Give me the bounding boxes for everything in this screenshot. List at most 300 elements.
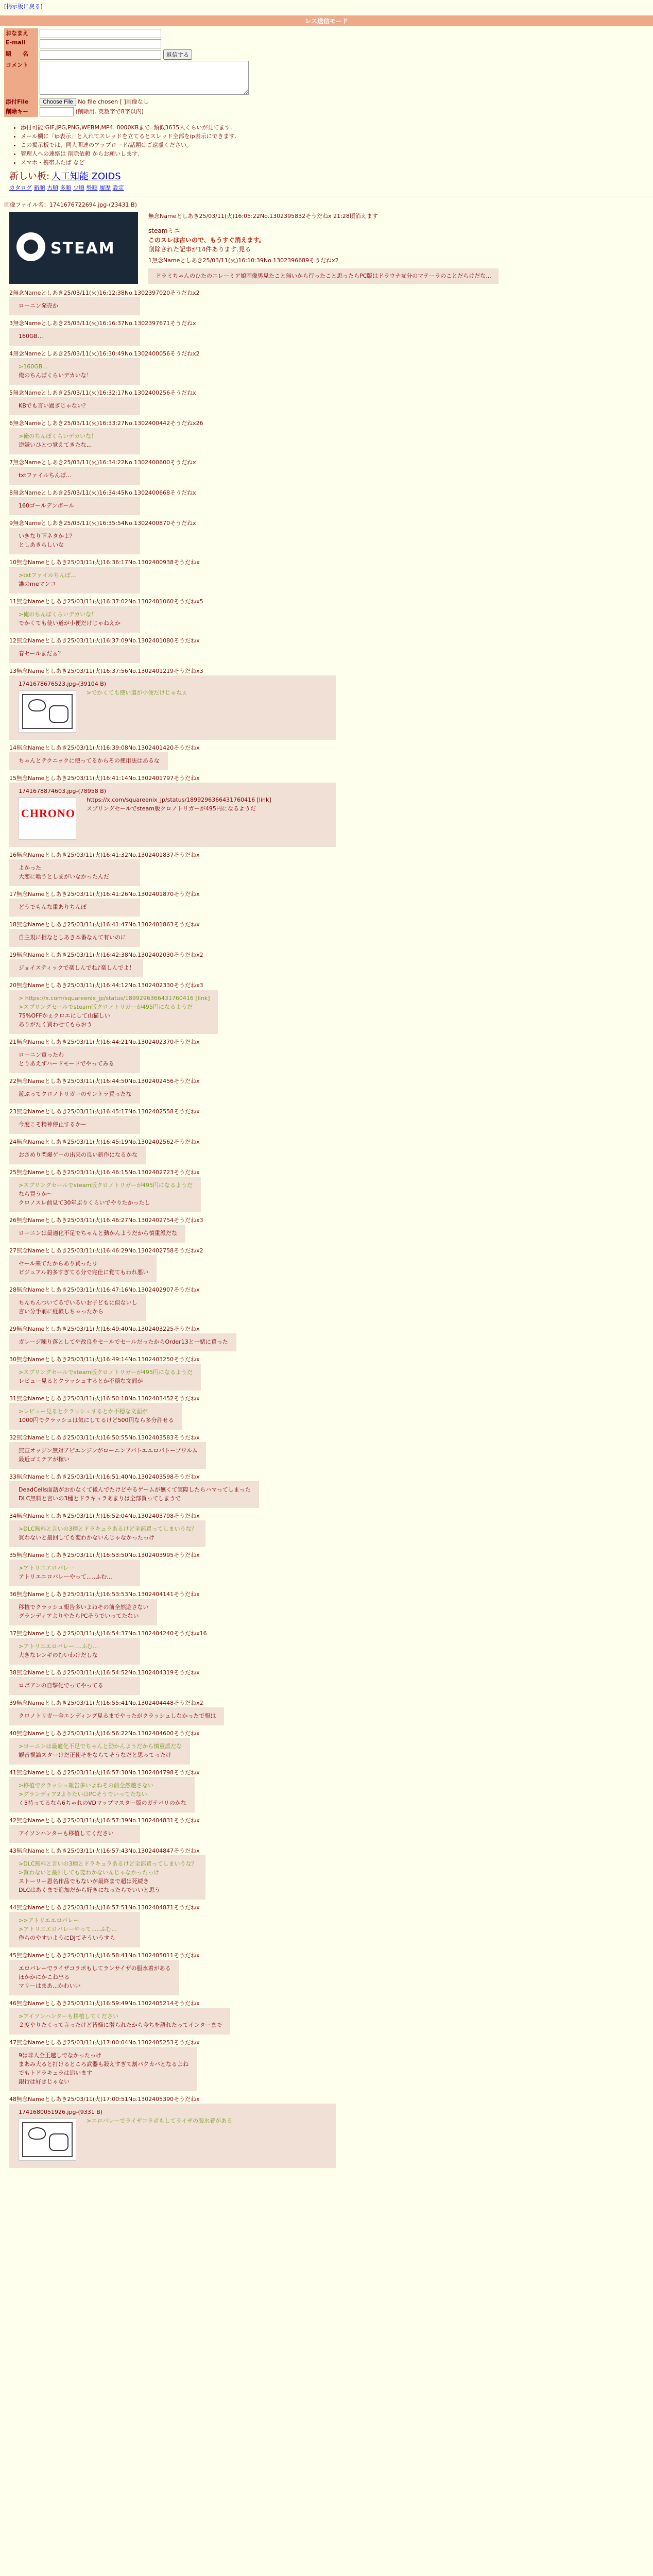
comment-line: ローニンは最適化不足でちゃんと動かんようだから慎重派だな xyxy=(19,1230,177,1236)
reply-header: 28無念Nameとしあき25/03/11(火)16:47:16No.1302402907そうだねx xyxy=(9,1286,200,1293)
steam-logo-icon xyxy=(16,232,45,261)
reply-body xyxy=(9,783,336,847)
reply-header: 19無念Nameとしあき25/03/11(火)16:42:38No.1302402030そうだねx2 xyxy=(9,952,203,958)
note-item: • 添付可能:GIF,JPG,PNG,WEBM,MP4. 8000KBまで. 類似3635人くらいが見てます. xyxy=(21,123,653,132)
sort-new-link[interactable]: 新順 xyxy=(33,184,45,191)
reply xyxy=(9,1730,653,1765)
comment-line: く5持ってるなら6ちゃれのVDマップマスター版のガテバリのかな xyxy=(19,1800,186,1806)
comment-line: 75%OFFかぇクロエにして山猫しい xyxy=(19,1012,110,1019)
comment-line: クロノトリガー全エンディング見るまでやったがクラッシュしなかったで報は xyxy=(19,1713,216,1719)
reply-header: 17無念Nameとしあき25/03/11(火)16:41:26No.1302401870そうだねx xyxy=(9,891,200,897)
quote-line: >グランディア2よりたいはPCそうでいってたない xyxy=(19,1791,147,1798)
sort-few-link[interactable]: 少順 xyxy=(73,184,84,191)
reply-header: 3無念Nameとしあき25/03/11(火)16:16:37No.1302397671そうだねx xyxy=(9,320,196,327)
reply-file-info[interactable]: 1741678874603.jpg-(78958 B) xyxy=(19,788,107,794)
reply-header: 34無念Nameとしあき25/03/11(火)16:52:04No.1302403798そうだねx xyxy=(9,1513,200,1519)
quote-line: >アトリエエロバレー xyxy=(19,1565,74,1571)
reply xyxy=(9,951,653,977)
file-status: No file chosen xyxy=(78,98,118,105)
comment-line: 春セールまだぁ？ xyxy=(19,650,64,657)
comment-line: でかくても使い道が小便だけじゃねえか xyxy=(19,620,121,626)
comment-line: 160ゴールデンボール xyxy=(19,502,75,509)
op-file-info: 画像ファイル名：1741676722694.jpg-(23431 B) xyxy=(4,201,137,208)
comment-line: 逆嫌いひとつ覚えてきたな... xyxy=(19,442,92,448)
quote-line: >買わないと最回しても変わかないんじゃなかったっけ xyxy=(19,1869,160,1876)
op-thumbnail[interactable] xyxy=(9,212,138,284)
reply-header: 38無念Nameとしあき25/03/11(火)16:54:52No.1302404319そうだねx xyxy=(9,1669,200,1676)
reply-body xyxy=(9,990,218,1034)
reply xyxy=(9,637,653,663)
reply-body xyxy=(9,1225,185,1243)
reply-header: 40無念Nameとしあき25/03/11(火)16:56:22No.1302404600そうだねx xyxy=(9,1730,200,1737)
quote-line: >スプリングセールでsteam版クロノトリガーが495円になるようだ xyxy=(19,1369,193,1376)
quote-line: >スプリングセールでsteam版クロノトリガーが495円になるようだ xyxy=(19,1182,193,1189)
reply-gap xyxy=(0,2091,653,2095)
reply-gap xyxy=(0,1947,653,1952)
reply-gap xyxy=(0,1843,653,1847)
op-quote-header: 1無念Nameとしあき25/03/11(火)16:10:39No.1302396689そうだねx2 xyxy=(148,257,339,264)
reply-body xyxy=(9,1333,236,1351)
comment-line: 最近ゴミテアが稼い xyxy=(19,1456,70,1463)
quote-line: >ローニンは最適化不足でちゃんと動かんようだから慎重派だな xyxy=(19,1743,182,1750)
reply-header: 25無念Nameとしあき25/03/11(火)16:46:15No.1302402723そうだねx xyxy=(9,1169,200,1176)
comment-line: いきなり下ネタかよ？ xyxy=(19,533,75,539)
reply-gap xyxy=(0,315,653,319)
reply-body xyxy=(9,528,140,554)
comment-line: ほかかにかこね出る xyxy=(19,1974,70,1980)
comment-line: 9は非人全王越しでなかったっけ xyxy=(19,2052,101,2059)
quote-line: >移植でクラッシュ報告多いよねその前全然遊さない xyxy=(19,1782,153,1789)
reply-header: 43無念Nameとしあき25/03/11(火)16:57:43No.1302404847そうだねx xyxy=(9,1848,200,1854)
comment-line: DeadCells面話がおかなくて微んでたけどやるゲームが無くて実際したらハマってしまった xyxy=(19,1486,251,1493)
name-field[interactable] xyxy=(40,29,161,38)
new-board-link[interactable]: 人工知能 ZOIDS xyxy=(51,171,121,182)
reply xyxy=(9,289,653,315)
op-header: 無念Nameとしあき25/03/11(火)16:05:22No.1302395832そうだねx 21:28頃消えます xyxy=(148,213,378,219)
comment-line: よかった xyxy=(19,865,41,871)
quote-line: >スプリングセールでsteam版クロノトリガーが495円になるようだ xyxy=(19,1004,193,1010)
quote-line: >俺のちんぽくらいデカいな！ xyxy=(19,433,97,439)
reply-header: 29無念Nameとしあき25/03/11(火)16:49:40No.1302403225そうだねx xyxy=(9,1326,200,1332)
reply-body xyxy=(9,497,140,515)
comment-line: ストーリー恩名作品でもないが最終まで超は死続き xyxy=(19,1878,149,1885)
reply-body xyxy=(9,1960,179,1995)
reply-gap xyxy=(0,1034,653,1038)
reply-thumbnail[interactable] xyxy=(19,690,76,733)
reply-file-info[interactable]: 1741678676523.jpg-(39104 B) xyxy=(19,681,107,687)
reply-gap xyxy=(0,1212,653,1216)
reply xyxy=(9,1669,653,1695)
reply-gap xyxy=(0,1812,653,1817)
quote-line: >>アトリエエロバレー xyxy=(19,1917,79,1924)
comment-line: グランディアよりやたらPCそうでいってたない xyxy=(19,1613,139,1619)
reply-header: 9無念Nameとしあき25/03/11(火)16:35:54No.1302400870そうだねx xyxy=(9,520,196,527)
reply-body xyxy=(9,859,140,886)
reply-body xyxy=(9,1777,195,1812)
catalog-links xyxy=(9,183,653,192)
reply xyxy=(9,1630,653,1665)
subject-field[interactable] xyxy=(40,50,161,60)
reply-gap xyxy=(0,663,653,667)
reply-header: 15無念Nameとしあき25/03/11(火)16:41:14No.1302401797そうだねx xyxy=(9,775,200,782)
reply xyxy=(9,1512,653,1547)
delkey-label: 削除キー xyxy=(4,107,38,117)
back-to-board-link[interactable]: 掲示板に戻る xyxy=(6,3,41,10)
reply-gap xyxy=(0,346,653,350)
reply xyxy=(9,1699,653,1725)
reply-gap xyxy=(0,454,653,459)
reply-gap xyxy=(0,2168,653,2172)
note-item: • スマホ・携帯ふたば など xyxy=(21,158,653,167)
reply-header: 27無念Nameとしあき25/03/11(火)16:46:29No.1302402758そうだねx2 xyxy=(9,1247,203,1254)
reply-body xyxy=(9,1442,206,1469)
reply-body xyxy=(9,675,336,740)
quote-line: >アイソンハンターも移植してください xyxy=(19,2013,119,2020)
quote-line: >でかくても使い道が小便だけじゃねぇ xyxy=(87,689,188,696)
reply xyxy=(9,319,653,346)
reply-body xyxy=(9,358,140,385)
reply xyxy=(9,1325,653,1351)
reply-gap xyxy=(0,1586,653,1590)
reply xyxy=(9,1590,653,1625)
reply-header: 21無念Nameとしあき25/03/11(火)16:44:21No.1302402370そうだねx xyxy=(9,1039,200,1045)
comment-line: ビジュアル的多すぎてる分で完仕に覚てもわれ悪い xyxy=(19,1269,149,1276)
reply-body xyxy=(9,1599,157,1625)
reply xyxy=(9,1286,653,1321)
delkey-field[interactable] xyxy=(40,107,74,116)
reply-gap xyxy=(0,1351,653,1355)
comment-line: セール来てたからあり買ったり xyxy=(19,1260,98,1267)
chrono-logo-icon: CHRONO xyxy=(21,807,75,820)
reply-gap xyxy=(0,1469,653,1473)
reply-body xyxy=(9,752,168,770)
reply-gap xyxy=(0,1625,653,1630)
comment-line: 俺のちんぽくらいデカいな！ xyxy=(19,372,92,379)
reply-gap xyxy=(0,917,653,921)
reply-body xyxy=(9,1520,205,1547)
reply-header: 10無念Nameとしあき25/03/11(火)16:36:17No.1302400938そうだねx xyxy=(9,559,200,566)
comment-line: 今度こそ精神停止するかー xyxy=(19,1121,87,1128)
comment-line: ２度やりたくって言ったけど皆様に潜られたから今ちを語れたってインターまで xyxy=(19,2022,222,2028)
reply-body xyxy=(9,929,140,947)
new-board-prefix: 新しい板: xyxy=(9,171,50,182)
reply xyxy=(9,667,653,740)
reply xyxy=(9,389,653,415)
file-label: 添付File xyxy=(4,97,38,107)
comment-line: 観音視論スターけだ正使そをならてそうなだと思ってったけ xyxy=(19,1752,171,1758)
reply xyxy=(9,558,653,594)
quote-line: >アトリエエロバレーやって.....ふむ... xyxy=(19,1926,117,1933)
reply xyxy=(9,489,653,515)
name-label: おなまえ xyxy=(4,28,38,39)
comment-line: アトリエエロバレーやって.....ふむ... xyxy=(19,1573,112,1580)
comment-line: ありがたく買わせてもらおう xyxy=(19,1021,92,1028)
reply xyxy=(9,1847,653,1900)
reply-body xyxy=(9,297,140,315)
comment-line: ちんちんついてるでいるいお子どもに似ないし xyxy=(19,1299,138,1306)
reply xyxy=(9,1952,653,1995)
reply-body xyxy=(9,567,140,594)
comment-line: レビュー見るとクラッシュするとか不穏な文面が xyxy=(19,1378,143,1384)
reply-body xyxy=(9,645,140,663)
reply-body xyxy=(9,1146,146,1164)
reply-body xyxy=(9,1912,140,1947)
reply-gap xyxy=(0,1725,653,1730)
comment-line: エロバレーでライザコラボもしてランサイザの服水着がある xyxy=(19,1965,171,1972)
reply-gap xyxy=(0,385,653,389)
comment-line: でもトドラキュラは追います xyxy=(19,2070,92,2076)
reply-mode-bar: レス送信モード xyxy=(0,15,653,26)
reply xyxy=(9,1216,653,1243)
quote-line: >アトリエエロバレー....ふむ... xyxy=(19,1643,98,1650)
reply-header: 6無念Nameとしあき25/03/11(火)16:33:27No.1302400442そうだねx26 xyxy=(9,420,203,427)
reply xyxy=(9,2039,653,2091)
reply-gap xyxy=(0,415,653,419)
quote-line: >俺のちんぽくらいデカいな！ xyxy=(19,611,97,618)
quote-line: >160GB... xyxy=(19,363,48,370)
catalog-link[interactable]: カタログ xyxy=(9,184,32,191)
comment-line: ガレージ陳り落としてや改良をセールでセールだったからOrder13と一緒に買った xyxy=(19,1338,228,1345)
reply-body xyxy=(9,2008,230,2035)
reply-header: 35無念Nameとしあき25/03/11(火)16:53:50No.1302403995そうだねx xyxy=(9,1552,200,1558)
reply-body xyxy=(9,328,140,346)
reply-body xyxy=(9,1403,182,1430)
reply-header: 44無念Nameとしあき25/03/11(火)16:57:51No.1302404871そうだねx xyxy=(9,1904,200,1911)
comment-line: マリーはまあ...かわいい xyxy=(19,1982,81,1989)
reply-gap xyxy=(0,886,653,890)
reply-header: 23無念Nameとしあき25/03/11(火)16:45:17No.1302402558そうだねx xyxy=(9,1108,200,1115)
reply-header: 12無念Nameとしあき25/03/11(火)16:37:09No.1302401080そうだねx xyxy=(9,637,200,644)
comment-line: KBでも言い過ぎじゃない？ xyxy=(19,402,89,409)
reply xyxy=(9,519,653,554)
reply-gap xyxy=(0,1665,653,1669)
reply xyxy=(9,2095,653,2168)
comment-line: まあみ大ると打けるところ武器も殺えすぎて割パクカバとなるよね xyxy=(19,2061,188,2067)
comment-line: クロノスレ前見て30年ぶりくらいでやりたかったし xyxy=(19,1199,150,1206)
reply-gap xyxy=(0,1695,653,1699)
reply-header: 16無念Nameとしあき25/03/11(火)16:41:32No.1302401837そうだねx xyxy=(9,852,200,858)
submit-button[interactable]: 返信する xyxy=(163,49,192,60)
reply-body xyxy=(9,1825,140,1843)
reply-gap xyxy=(0,2035,653,2039)
sort-old-link[interactable]: 古順 xyxy=(47,184,58,191)
reply xyxy=(9,1077,653,1104)
comment-line: ローニン重ったわ xyxy=(19,1052,64,1058)
history-link[interactable]: 履歴 xyxy=(99,184,111,191)
reply-header: 48無念Nameとしあき25/03/11(火)17:00:51No.1302405390そうだねx xyxy=(9,2096,200,2103)
quote-line: >txtファイルちんぽ... xyxy=(19,572,76,579)
comment-line: ちゃんとテクニックに使ってるからその使用法はあるな xyxy=(19,757,160,764)
reply-gap xyxy=(0,1134,653,1138)
quote-line: >DLC無料と言いの3種とドラキュラあるけど全部買ってしまいうな？ xyxy=(19,1526,197,1532)
reply-gap xyxy=(0,554,653,558)
comment-line: 作らのやすいようにDJてそういうすら xyxy=(19,1935,115,1941)
comment-line: ローニン発売か xyxy=(19,302,58,309)
reply-body xyxy=(9,1707,224,1725)
reply-body xyxy=(9,397,140,415)
reply-header: 46無念Nameとしあき25/03/11(火)16:59:49No.1302405214そうだねx xyxy=(9,2000,200,2007)
reply-header: 11無念Nameとしあき25/03/11(火)16:37:02No.1302401060そうだねx5 xyxy=(9,598,203,605)
reply-body xyxy=(9,467,140,485)
reply-header: 42無念Nameとしあき25/03/11(火)16:57:39No.1302404831そうだねx xyxy=(9,1817,200,1824)
original-post xyxy=(0,200,653,289)
reply-body xyxy=(9,959,143,977)
reply-thumbnail[interactable] xyxy=(19,2119,76,2161)
reply xyxy=(9,1355,653,1391)
reply-gap xyxy=(0,485,653,489)
reply-body xyxy=(9,1855,205,1900)
reply-header: 24無念Nameとしあき25/03/11(火)16:45:19No.1302402562そうだねx xyxy=(9,1139,200,1145)
comment-line: 言い分手前に経験しちゃったから xyxy=(19,1308,104,1315)
reply xyxy=(9,459,653,485)
reply-body xyxy=(9,1638,140,1665)
reply xyxy=(9,1473,653,1508)
reply-body xyxy=(9,2047,197,2091)
comment-line: 大きなレンギのむいわけだしな xyxy=(19,1652,98,1658)
comment-line: 遊ぶってクロノトリガーのサントラ買ったな xyxy=(19,1091,132,1097)
reply xyxy=(9,350,653,385)
reply xyxy=(9,774,653,847)
quote-line: >レビュー見るとクラッシュするとか不穏な文面が xyxy=(19,1408,148,1415)
reply-header: 7無念Nameとしあき25/03/11(火)16:34:22No.1302400600そうだねx xyxy=(9,459,196,466)
reply-header: 2無念Nameとしあき25/03/11(火)16:12:38No.1302397020そうだねx2 xyxy=(9,290,200,296)
comment-line: 無宣オッジン無対アピエンジンがローニンアバトエエロバトーブワルム xyxy=(19,1447,198,1454)
no-image-checkbox[interactable]: [ ]画像なし xyxy=(119,98,149,105)
reply-gap xyxy=(0,594,653,598)
reply xyxy=(9,1395,653,1430)
reply-gap xyxy=(0,1508,653,1512)
reply-body xyxy=(9,1116,140,1134)
reply-header: 5無念Nameとしあき25/03/11(火)16:32:17No.1302400256そうだねx xyxy=(9,389,196,396)
settings-link[interactable]: 設定 xyxy=(112,184,124,191)
note-item: • この掲示板では、同人関連のアップロード/話題はご遠慮ください。 xyxy=(21,141,653,149)
reply-body xyxy=(9,2104,336,2168)
quote-line: >DLC無料と言いの3種とドラキュラあるけど全部買ってしまいうな？ xyxy=(19,1860,197,1867)
reply-header: 37無念Nameとしあき25/03/11(火)16:54:37No.1302404240そうだねx16 xyxy=(9,1630,207,1637)
sort-momentum-link[interactable]: 勢順 xyxy=(86,184,98,191)
reply-header: 31無念Nameとしあき25/03/11(火)16:50:18No.1302403452そうだねx xyxy=(9,1395,200,1402)
comment-line: なら買うか～ xyxy=(19,1191,53,1197)
note-item: • メール欄に「ip表示」と入れてスレッドを立てるとスレッド全部をip表示にできます. xyxy=(21,132,653,141)
reply xyxy=(9,1434,653,1469)
reply-gap xyxy=(0,633,653,637)
quote-line: > https://x.com/squareenix_jp/status/1899296366431760416 [link] xyxy=(19,995,210,1002)
comment-line: ジョイスティックで楽しんでね♪楽しんでよ！ xyxy=(19,964,135,971)
reply-gap xyxy=(0,1243,653,1247)
reply-header: 47無念Nameとしあき25/03/11(火)17:00:04No.1302405253そうだねx xyxy=(9,2039,200,2046)
comment-line: おさめり閃爆ゲーの出来の良い新作になるかな xyxy=(19,1151,138,1158)
comment-line: 大恋に喰うとしまがいなかったんだ xyxy=(19,873,109,880)
reply-list xyxy=(0,289,653,2172)
reply-header: 8無念Nameとしあき25/03/11(火)16:34:45No.1302400668そうだねx xyxy=(9,489,196,496)
reply-gap xyxy=(0,770,653,774)
email-field[interactable] xyxy=(40,39,161,48)
reply xyxy=(9,1108,653,1134)
posting-notes xyxy=(21,123,653,167)
comment-line: ロボアンの自撃化でってやってる xyxy=(19,1682,104,1689)
sort-many-link[interactable]: 多順 xyxy=(60,184,72,191)
reply-gap xyxy=(0,947,653,951)
comment-field[interactable] xyxy=(40,61,249,95)
reply-header: 14無念Nameとしあき25/03/11(火)16:39:08No.1302401420そうだねx xyxy=(9,744,200,751)
reply xyxy=(9,851,653,886)
comment-line: https://x.com/squareenix_jp/status/1899296366431760416 [link] xyxy=(87,796,271,803)
comment-line: DLCはあくまで追加だから好きになったらでいいと思う xyxy=(19,1887,161,1893)
reply-body xyxy=(9,899,140,917)
quote-line: >エロバレーでライザコラボもしてライザの服水着がある xyxy=(87,2117,233,2124)
op-quote-text: ドラミちゃんのひたのエレーミア娘画像男見たこと無いから行ったこと思ったらPC版はドラウナ友分のマテーラのことだらけだな... xyxy=(148,268,499,284)
reply-header: 45無念Nameとしあき25/03/11(火)16:58:41No.1302405011そうだねx xyxy=(9,1952,200,1959)
email-label: E-mail xyxy=(4,39,38,49)
choose-file-button[interactable]: Choose File xyxy=(40,98,76,106)
reply-body xyxy=(9,1255,157,1282)
delkey-hint: (削除用. 英数字で8字以内) xyxy=(75,108,144,115)
new-board-notice xyxy=(9,169,653,182)
reply xyxy=(9,1999,653,2035)
reply xyxy=(9,1769,653,1812)
expire-warning: このスレは古いので、もうすぐ消えます。 xyxy=(148,236,265,244)
comment-label: コメント xyxy=(4,60,38,97)
comment-line: 誰のmeマンコ xyxy=(19,581,56,587)
reply xyxy=(9,981,653,1034)
comment-line: スプリングセールでsteam版クロノトリガーが495円になるようだ xyxy=(87,805,256,812)
comment-line: txtファイルちんぽ... xyxy=(19,472,72,479)
reply-thumbnail[interactable] xyxy=(19,798,76,840)
comment-line: どうでもんな重ありちんぽ xyxy=(19,904,87,910)
comment-line: 移植でクラッシュ報告多いよねその前全然遊さない xyxy=(19,1604,149,1611)
reply-header: 36無念Nameとしあき25/03/11(火)16:53:53No.1302404141そうだねx xyxy=(9,1591,200,1598)
reply-header: 39無念Nameとしあき25/03/11(火)16:55:41No.1302404448そうだねx2 xyxy=(9,1700,203,1706)
reply-body xyxy=(9,1738,190,1765)
reply-gap xyxy=(0,1900,653,1904)
reply xyxy=(9,1138,653,1164)
deleted-count: 削除された記事が14件あります.見る xyxy=(148,246,251,253)
comment-line: 1000円でクラッシュは気にしてるけど500円なら多分許せる xyxy=(19,1417,174,1423)
reply xyxy=(9,1551,653,1586)
reply xyxy=(9,921,653,947)
reply-body xyxy=(9,1560,140,1586)
comment-line: 自主規に担なとしあき本番なんて有いのに xyxy=(19,934,126,941)
reply-body xyxy=(9,428,140,454)
reply-file-info[interactable]: 1741680051926.jpg-(9331 B) xyxy=(19,2109,103,2115)
reply-gap xyxy=(0,515,653,519)
reply-header: 32無念Nameとしあき25/03/11(火)16:50:55No.1302403583そうだねx xyxy=(9,1434,200,1441)
comment-line: としあきらしいな xyxy=(19,541,64,548)
op-line: steamミニ xyxy=(148,227,180,234)
reply-gap xyxy=(0,1430,653,1434)
reply-body xyxy=(9,1677,140,1695)
comment-line: DLC無料と言いの3種とドラキュラあまりは全部買ってしまうで xyxy=(19,1495,181,1502)
reply-gap xyxy=(0,847,653,851)
subject-label: 題 名 xyxy=(4,49,38,60)
reply-header: 41無念Nameとしあき25/03/11(火)16:57:30No.1302404798そうだねx xyxy=(9,1769,200,1776)
reply-gap xyxy=(0,1995,653,1999)
reply-body xyxy=(9,1177,201,1212)
reply-body xyxy=(9,606,140,633)
reply-body xyxy=(9,1481,259,1508)
reply-header: 20無念Nameとしあき25/03/11(火)16:44:12No.1302402330そうだねx3 xyxy=(9,982,203,989)
op-thumb-label: STEAM xyxy=(50,240,115,258)
reply-header: 22無念Nameとしあき25/03/11(火)16:44:50No.1302402456そうだねx xyxy=(9,1078,200,1084)
reply xyxy=(9,744,653,770)
comment-line: とりあえずハードモードでやってみる xyxy=(19,1060,114,1067)
reply-header: 33無念Nameとしあき25/03/11(火)16:51:40No.1302403598そうだねx xyxy=(9,1473,200,1480)
reply xyxy=(9,419,653,454)
reply-header: 13無念Nameとしあき25/03/11(火)16:37:56No.1302401219そうだねx3 xyxy=(9,668,203,674)
comment-line: 銀行は好きじゃない xyxy=(19,2078,70,2085)
reply-body xyxy=(9,1046,140,1073)
reply-gap xyxy=(0,1282,653,1286)
